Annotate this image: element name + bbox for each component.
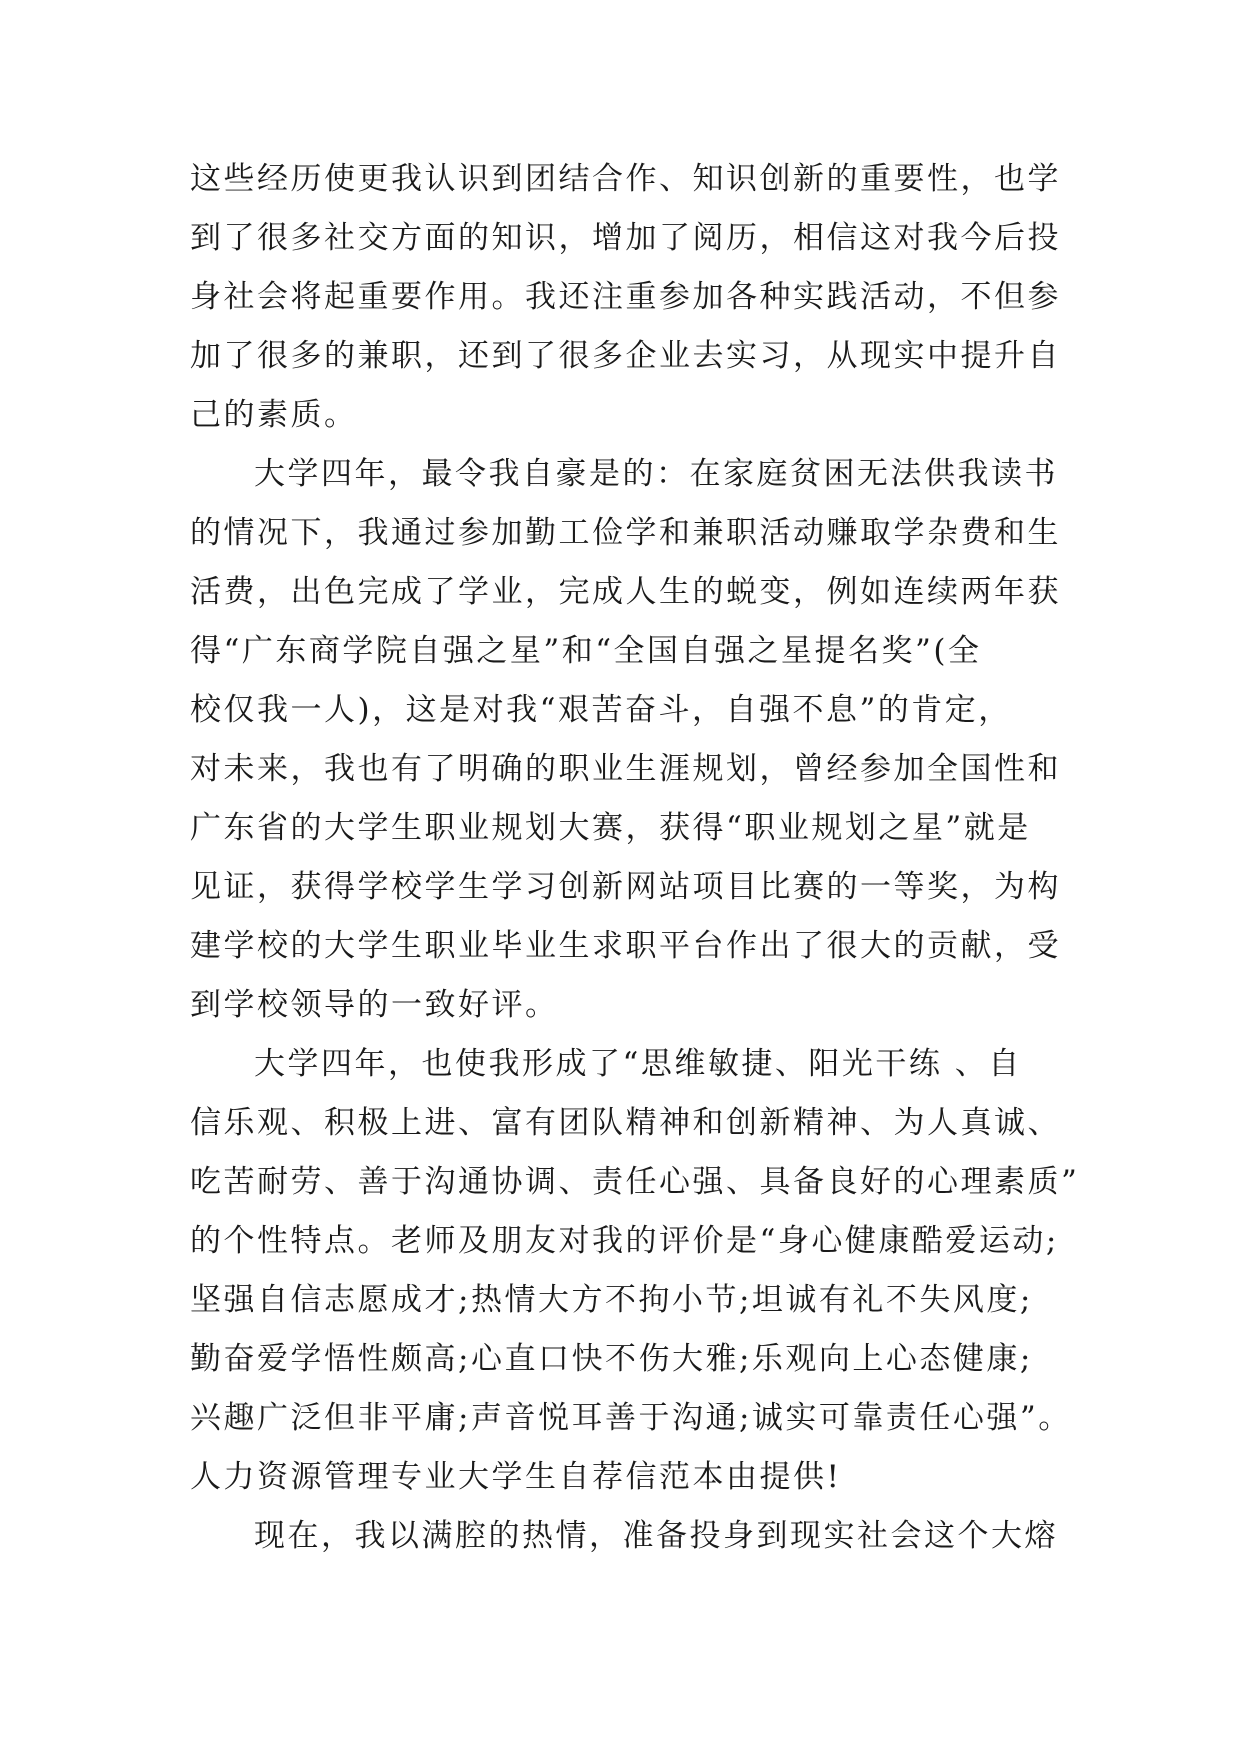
body-line: 到学校领导的一致好评。 xyxy=(190,987,559,1023)
body-line: 广东省的大学生职业规划大赛，获得“职业规划之星”就是 xyxy=(190,810,1031,846)
body-line: 这些经历使更我认识到团结合作、知识创新的重要性，也学 xyxy=(190,161,1061,197)
body-line: 坚强自信志愿成才;热情大方不拘小节;坦诚有礼不失风度; xyxy=(190,1282,1033,1318)
body-line: 得“广东商学院自强之星”和“全国自强之星提名奖”(全 xyxy=(190,633,982,669)
body-line: 吃苦耐劳、善于沟通协调、责任心强、具备良好的心理素质” xyxy=(190,1164,1080,1200)
body-line: 人力资源管理专业大学生自荐信范本由提供! xyxy=(190,1459,842,1495)
body-line: 校仅我一人)，这是对我“艰苦奋斗，自强不息”的肯定， xyxy=(190,692,1012,728)
body-line: 到了很多社交方面的知识，增加了阅历，相信这对我今后投 xyxy=(190,220,1061,256)
body-line: 建学校的大学生职业毕业生求职平台作出了很大的贡献，受 xyxy=(190,928,1061,964)
body-line: 己的素质。 xyxy=(190,397,358,433)
paragraph-first-line: 大学四年，也使我形成了“思维敏捷、阳光干练 、自 xyxy=(254,1046,1022,1082)
body-line: 兴趣广泛但非平庸;声音悦耳善于沟通;诚实可靠责任心强”。 xyxy=(190,1400,1072,1436)
paragraph-first-line: 现在，我以满腔的热情，准备投身到现实社会这个大熔 xyxy=(254,1518,1058,1554)
body-line: 的个性特点。老师及朋友对我的评价是“身心健康酷爱运动; xyxy=(190,1223,1059,1259)
body-line: 加了很多的兼职，还到了很多企业去实习，从现实中提升自 xyxy=(190,338,1061,374)
body-line: 活费，出色完成了学业，完成人生的蜕变，例如连续两年获 xyxy=(190,574,1061,610)
paragraph-first-line: 大学四年，最令我自豪是的：在家庭贫困无法供我读书 xyxy=(254,456,1058,492)
body-line: 的情况下，我通过参加勤工俭学和兼职活动赚取学杂费和生 xyxy=(190,515,1061,551)
body-line: 见证，获得学校学生学习创新网站项目比赛的一等奖，为构 xyxy=(190,869,1061,905)
body-line: 身社会将起重要作用。我还注重参加各种实践活动，不但参 xyxy=(190,279,1061,315)
body-line: 对未来，我也有了明确的职业生涯规划，曾经参加全国性和 xyxy=(190,751,1061,787)
body-line: 勤奋爱学悟性颇高;心直口快不伤大雅;乐观向上心态健康; xyxy=(190,1341,1033,1377)
body-line: 信乐观、积极上进、富有团队精神和创新精神、为人真诚、 xyxy=(190,1105,1061,1141)
letter-body xyxy=(190,150,1080,1566)
